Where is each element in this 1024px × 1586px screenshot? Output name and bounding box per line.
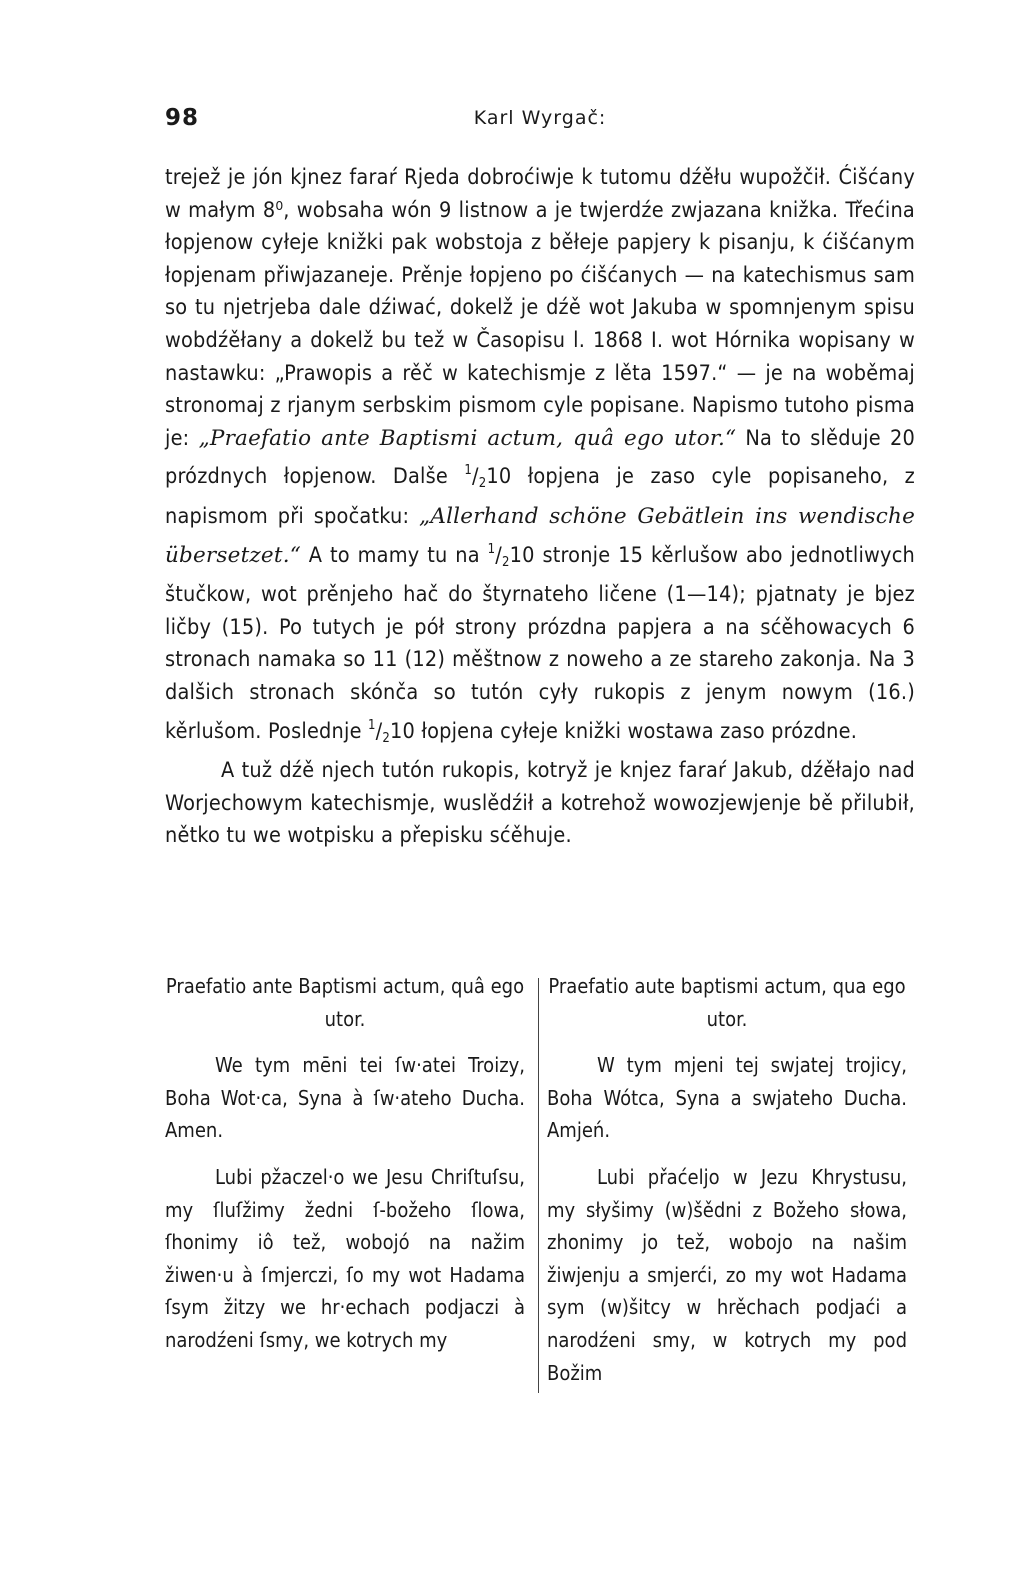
left-column-original bbox=[165, 970, 525, 1357]
paragraph-1: trejež je jón kjnez faraŕ Rjeda dobroćiwje k tutomu dźěłu wupožčił. Ćišćany w małym 8⁰, wobsaha wón 9 listnow a je twjerdźe zwjazana knižka. Třećina łopjenow cyłeje knižki pak wobstoja z běłeje papjery k pisanju, k ćišćanym łopjenam přiwjazaneje. Prěnje łopjeno po ćišćanych — na katechismus sam so tu njetrjeba dale dźiwać, dokelž je dźě wot Jakuba w spomnjenym spisu wobdźěłany a dokelž bu tež w Časopisu l. 1868 I. wot Hórnika wopisany w nastawku: „Prawopis a rěč w katechismje z lěta 1597.“ — je na woběmaj stronomaj z rjanym serbskim pismom cyle popisane. Napismo tutoho pisma je: „Praefatio ante Baptismi actum, quâ ego utor.“ Na to slěduje 20 prózdnych łopjenow. Dalše $^1/_210$ łopjena je zaso cyle popisaneho, z napismom při spočatku: „Allerhand schöne Gebätlein ins wendische übersetzet.“ A to mamy tu na $^1/_210$ stronje 15 kěrlušow abo jednotliwych štučkow, wot prěnjeho hač do štyrnateho ličene (1—14); pjatnaty je bjez ličby (15). Po tutych je pół strony prózdna papjera a na sćěhowacych 6 stronach namaka so 11 (12) měštnow z noweho a ze stareho zakonja. Na 3 dalšich stronach skónča so tutón cyły rukopis z jenym nowym (16.) kěrlušom. Poslednje $^1/_210$ łopjena cyłeje knižki wostawa zaso prózdne. bbox=[165, 165, 916, 746]
page-number: 98 bbox=[165, 105, 200, 131]
left-column-title: Praefatio ante Baptismi actum, quâ ego utor. bbox=[165, 974, 525, 1031]
paragraph-1-text-b: Na to slěduje 20 prózdnych łopjenow. Dalše bbox=[165, 425, 915, 490]
paragraph-1-text-f: 10 łopjena cyłeje knižki wostawa zaso prózdne. bbox=[390, 718, 858, 744]
fraction-numerator: 1 bbox=[464, 463, 472, 479]
left-column-stanza-2: Lubi pžaczel·o we Jesu Chriſtuſsu, my ſluſžimy žedni ſ-božeho ſlowa, ſhonimy iô tež, wobojó na nažim žiwen·u à ſmjerczi, ſo my wot Hadama ſsym žitzy we hr·echach podjaczi à narodźeni ſsmy, we kotrych my bbox=[165, 1164, 525, 1352]
left-column-stanza-1: We tym mēni tei ſw·atei Troizy, Boha Wot·ca, Syna à ſw·ateho Ducha. Amen. bbox=[165, 1053, 525, 1143]
parallel-columns bbox=[165, 970, 915, 1400]
paragraph-2: A tuž dźě njech tutón rukopis, kotryž je knjez faraŕ Jakub, dźěłajo nad Worjechowym katechismje, wuslědźił a kotrehož wowozjewjenje bě přilubił, nětko tu we wotpisku a přepisku sćěhuje. bbox=[165, 758, 915, 849]
right-column-transcription bbox=[547, 970, 907, 1389]
italic-title-praefatio: „Praefatio ante Baptismi actum, quâ ego utor.“ bbox=[198, 425, 737, 451]
paragraph-1-text-c: 10 łopjena je zaso cyle popisaneho, z napismom při spočatku: bbox=[165, 464, 915, 529]
italic-title-gebaetlein: „Allerhand schöne Gebätlein ins wendische übersetzet.“ bbox=[165, 503, 916, 568]
fraction-denominator: 2 bbox=[382, 730, 391, 746]
fraction-numerator: 1 bbox=[368, 717, 376, 733]
paragraph-1-text-a: trejež je jón kjnez faraŕ Rjeda dobroćiwje k tutomu dźěłu wupožčił. Ćišćany w małym 8⁰, wobsaha wón 9 listnow a je twjerdźe zwjazana knižka. Třećina łopjenow cyłeje knižki pak wobstoja z běłeje papjery k pisanju, k ćišćanym łopjenam přiwjazaneje. Prěnje łopjeno po ćišćanych — na katechismus sam so tu njetrjeba dale dźiwać, dokelž je dźě wot Jakuba w spomnjenym spisu wobdźěłany a dokelž bu tež w Časopisu l. 1868 I. wot Hórnika wopisany w nastawku: „Prawopis a rěč w katechismje z lěta 1597.“ — je na woběmaj stronomaj z rjanym serbskim pismom cyle popisane. Napismo tutoho pisma je: bbox=[165, 165, 915, 451]
right-column-stanza-1: W tym mjeni tej swjatej trojicy, Boha Wótca, Syna a swjateho Ducha. Amjeń. bbox=[547, 1053, 907, 1143]
fraction-denominator: 2 bbox=[478, 476, 487, 492]
paragraph-1-text-d: A to mamy tu na bbox=[300, 542, 488, 568]
right-column-title: Praefatio aute baptismi actum, qua ego utor. bbox=[548, 974, 906, 1031]
paragraph-1-text-e: 10 stronje 15 kěrlušow abo jednotliwych štučkow, wot prěnjeho hač do štyrnateho ličene (1—14); pjatnaty je bjez ličby (15). Po tutych je pół strony prózdna papjera a na sćěhowacych 6 stronach namaka so 11 (12) měštnow z noweho a ze stareho zakonja. Na 3 dalšich stronach skónča so tutón cyły rukopis z jenym nowym (16.) kěrlušom. Poslednje bbox=[165, 542, 915, 744]
running-head: Karl Wyrgač: bbox=[473, 107, 607, 129]
fraction-denominator: 2 bbox=[501, 554, 510, 570]
fraction-numerator: 1 bbox=[487, 541, 496, 557]
column-divider bbox=[538, 978, 539, 1393]
right-column-stanza-2: Lubi přaćeljo w Jezu Khrystusu, my słyšimy (w)šědni z Božeho słowa, zhonimy jo tež, wobojo na našim žiwjenju a smjerći, zo my wot Hadama sym (w)šitcy w hrěchach podjaći a narodźeni smy, w kotrych my pod Božim bbox=[547, 1164, 907, 1385]
page-header bbox=[165, 105, 915, 135]
body-text bbox=[165, 162, 915, 853]
